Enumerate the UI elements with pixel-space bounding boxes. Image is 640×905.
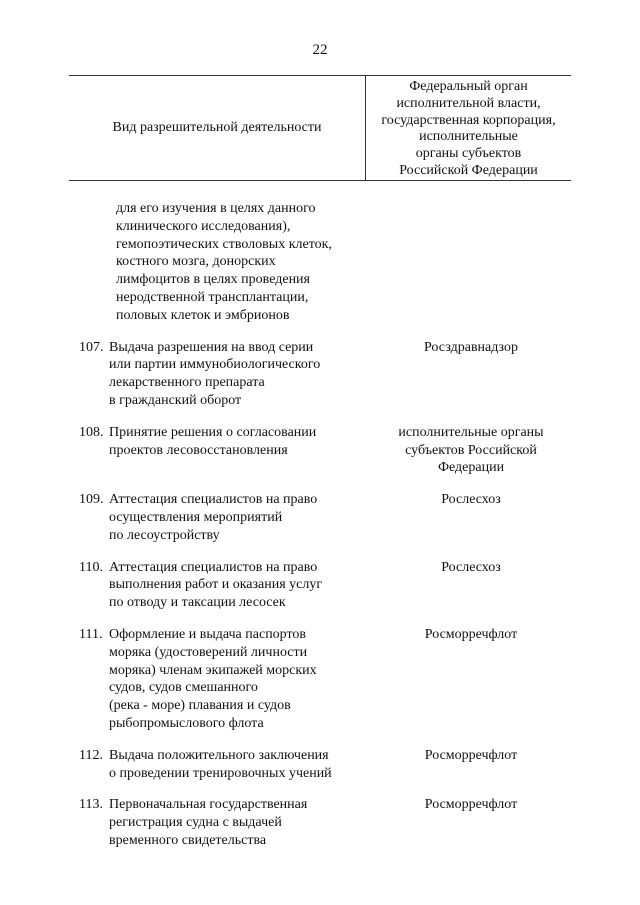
row-authority: Росздравнадзор <box>423 339 519 355</box>
table-header <box>69 75 571 181</box>
row-activity: Оформление и выдача паспортов моряка (удостоверений личности моряка) членам экипажей морских судов, судов смешанного (река - море) плавания и судов рыбопромыслового флота <box>109 626 317 731</box>
page-number: 22 <box>312 42 328 58</box>
row-number: 108. <box>79 424 104 440</box>
row-activity: Аттестация специалистов на право осуществления мероприятий по лесоустройству <box>109 492 318 543</box>
row-number: 112. <box>79 747 103 763</box>
table-row <box>0 559 640 612</box>
table-body <box>0 200 640 850</box>
continuation-text: для его изучения в целях данного клинического исследования), гемопоэтических стволовых клеток, костного мозга, донорских лимфоцитов в целях проведения неродственной трансплантации, половых клеток и эмбрионов <box>116 201 332 323</box>
row-authority: Рослесхоз <box>441 492 501 508</box>
row-authority: Росморречфлот <box>424 797 518 813</box>
row-authority: Росморречфлот <box>424 747 518 763</box>
row-number: 111. <box>79 626 103 642</box>
row-number: 113. <box>79 797 103 813</box>
row-activity: Аттестация специалистов на право выполнения работ и оказания услуг по отводу и таксации лесосек <box>109 559 323 611</box>
table-row <box>0 424 640 477</box>
header-activity-type: Вид разрешительной деятельности <box>112 120 322 135</box>
row-authority: Росморречфлот <box>424 626 518 642</box>
table-row <box>0 491 640 544</box>
row-number: 110. <box>79 559 103 575</box>
row-authority: исполнительные органы субъектов Российской Федерации <box>398 424 544 476</box>
row-activity: Первоначальная государственная регистрация судна с выдачей временного свидетельства <box>109 797 308 848</box>
row-activity: Выдача положительного заключения о проведении тренировочных учений <box>109 747 332 781</box>
table-row <box>0 339 640 410</box>
row-number: 107. <box>79 339 104 355</box>
table-row <box>0 796 640 849</box>
row-activity: Принятие решения о согласовании проектов лесовосстановления <box>109 424 317 458</box>
row-authority: Рослесхоз <box>441 559 501 575</box>
row-number: 109. <box>79 492 104 508</box>
row-activity: Выдача разрешения на ввод серии или партии иммунобиологического лекарственного препарата в гражданский оборот <box>109 339 321 408</box>
table-row <box>0 747 640 783</box>
table-row <box>0 626 640 733</box>
header-authority: Федеральный орган исполнительной власти, государственная корпорация, исполнительные органы субъектов Российской Федерации <box>381 79 556 178</box>
